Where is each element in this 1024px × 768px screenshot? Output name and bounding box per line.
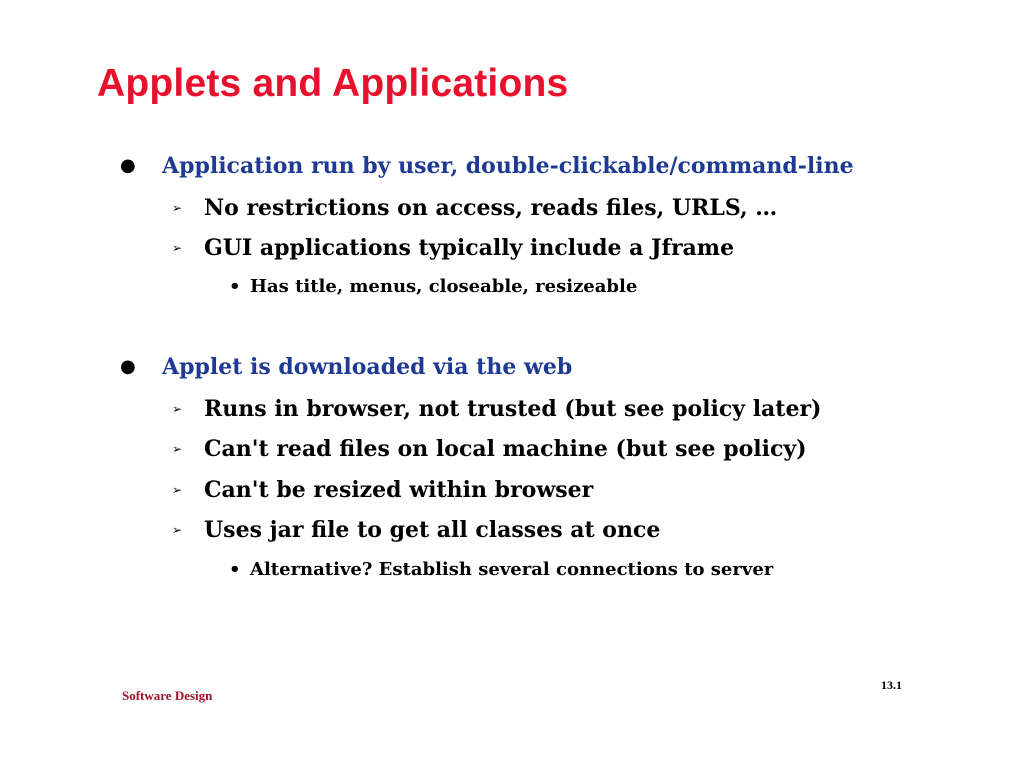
bullet-text: Runs in browser, not trusted (but see policy later) bbox=[204, 396, 822, 422]
footer-course-name: Software Design bbox=[122, 688, 213, 703]
bullet-level1 bbox=[120, 153, 854, 179]
slide-number: 13.1 bbox=[881, 678, 902, 692]
arrowhead-bullet-icon: ➢ bbox=[172, 442, 183, 456]
bullet-level2 bbox=[172, 396, 821, 422]
bullet-text: Uses jar file to get all classes at once bbox=[204, 517, 661, 543]
arrowhead-bullet-icon: ➢ bbox=[172, 483, 183, 497]
arrowhead-bullet-icon: ➢ bbox=[172, 201, 183, 215]
bullet-text: Alternative? Establish several connections to server bbox=[250, 559, 774, 580]
bullet-text: Can't read files on local machine (but see policy) bbox=[204, 436, 807, 462]
bullet-text: No restrictions on access, reads files, URLS, … bbox=[204, 195, 778, 221]
bullet-text: Application run by user, double-clickable/command-line bbox=[162, 153, 854, 179]
bullet-level2 bbox=[172, 477, 593, 503]
bullet-text: Has title, menus, closeable, resizeable bbox=[250, 276, 638, 297]
bullet-level2 bbox=[172, 436, 807, 462]
bullet-level2 bbox=[172, 195, 777, 221]
bullet-level3 bbox=[229, 559, 773, 580]
bullet-level3 bbox=[229, 276, 637, 297]
slide-title: Applets and Applications bbox=[97, 62, 569, 105]
round-bullet-icon: ● bbox=[120, 155, 136, 176]
dot-bullet-icon: • bbox=[229, 276, 241, 297]
arrowhead-bullet-icon: ➢ bbox=[172, 523, 183, 537]
bullet-level2 bbox=[172, 517, 660, 543]
bullet-level2 bbox=[172, 235, 734, 261]
bullet-text: GUI applications typically include a Jframe bbox=[204, 235, 735, 261]
arrowhead-bullet-icon: ➢ bbox=[172, 402, 183, 416]
dot-bullet-icon: • bbox=[229, 559, 241, 580]
bullet-text: Applet is downloaded via the web bbox=[162, 354, 573, 380]
arrowhead-bullet-icon: ➢ bbox=[172, 241, 183, 255]
round-bullet-icon: ● bbox=[120, 356, 136, 377]
bullet-text: Can't be resized within browser bbox=[204, 477, 594, 503]
bullet-level1 bbox=[120, 354, 572, 380]
